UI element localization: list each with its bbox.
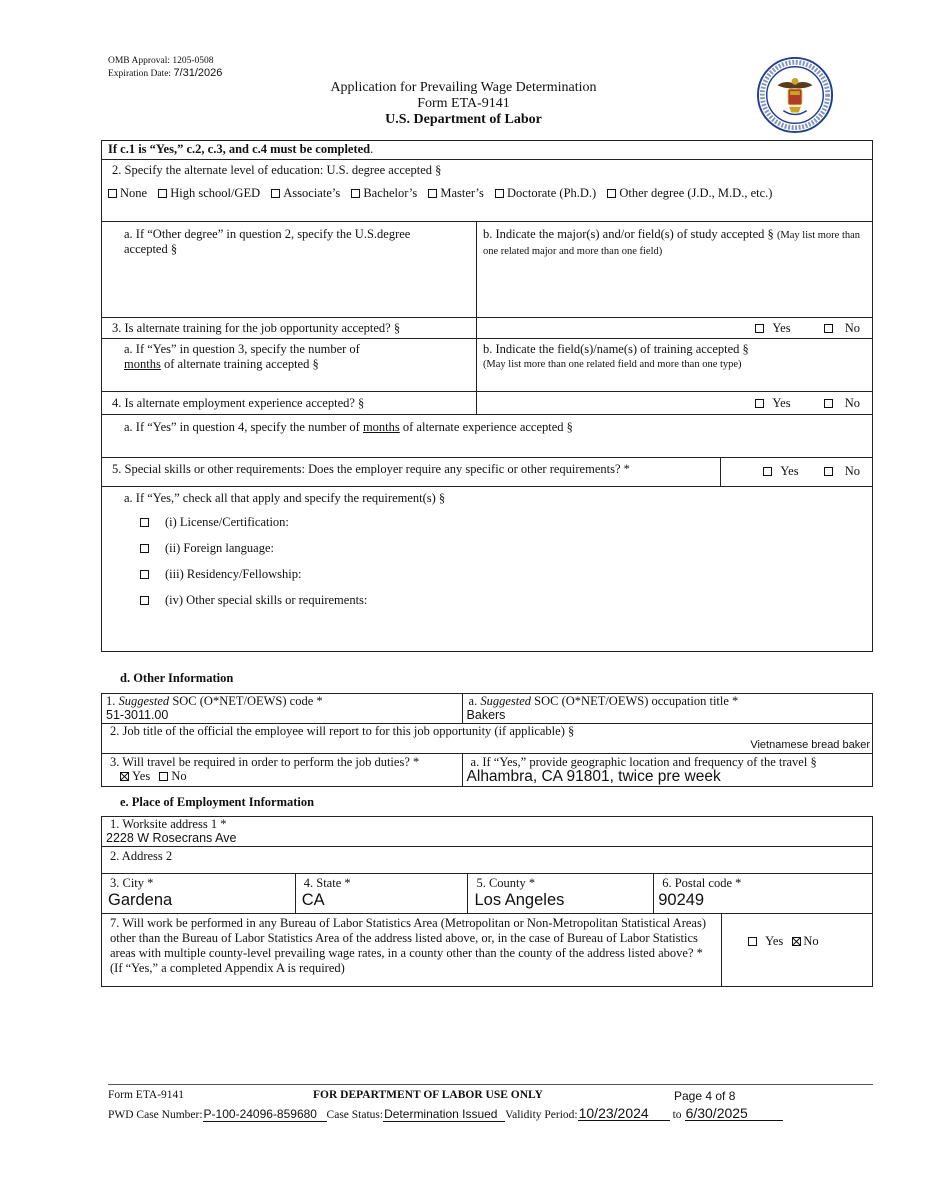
soc-code-rest: SOC (O*NET/OEWS) code * — [172, 694, 323, 708]
expiration-label: Expiration Date: — [108, 69, 172, 79]
footer — [108, 1084, 873, 1123]
section-c-intro — [102, 141, 873, 160]
soc-title-num: a. — [468, 694, 478, 708]
q5-yes[interactable] — [763, 464, 798, 478]
q5a-cell — [102, 487, 873, 652]
postal-value: 90249 — [658, 891, 705, 909]
q3a-label-2 — [124, 357, 470, 372]
soc-title-label — [467, 695, 868, 708]
checkbox-icon[interactable] — [120, 772, 129, 781]
skill-foreign-language[interactable] — [140, 541, 866, 567]
soc-title-rest: SOC (O*NET/OEWS) occupation title * — [534, 694, 739, 708]
checkbox-icon[interactable] — [140, 544, 149, 553]
travel-cell — [102, 754, 463, 787]
footer-dol-use: FOR DEPARTMENT OF LABOR USE ONLY — [313, 1089, 543, 1101]
section-d-table — [101, 693, 873, 787]
case-number-value: P-100-24096-859680 — [203, 1108, 327, 1122]
footer-row-2 — [108, 1103, 873, 1123]
skills-list — [124, 506, 866, 619]
skill-other[interactable] — [140, 593, 866, 619]
q4-no[interactable] — [824, 396, 860, 410]
section-d-heading: d. Other Information — [120, 671, 234, 685]
q2b-label: b. Indicate the major(s) and/or field(s) of study accepted § — [482, 227, 774, 241]
edu-option-doctorate[interactable] — [495, 186, 596, 200]
edu-option-label: Master’s — [440, 186, 484, 200]
official-title-value: Vietnamese bread baker — [750, 739, 870, 751]
city-label: 3. City * — [110, 876, 154, 890]
q2a-cell[interactable] — [102, 222, 477, 318]
q2b-note: (May list more than one related major and more than one field) — [482, 230, 861, 257]
omb-approval: OMB Approval: 1205-0508 — [108, 56, 214, 66]
q4-yes-no — [476, 392, 872, 415]
travel-detail-value: Alhambra, CA 91801, twice pre week — [466, 768, 721, 785]
skill-license[interactable] — [140, 515, 866, 541]
case-status-label: Case Status: — [326, 1109, 384, 1121]
no-label: No — [803, 934, 819, 948]
expiration — [108, 67, 222, 80]
skill-label: (i) License/Certification: — [165, 515, 289, 529]
edu-option-label: High school/GED — [170, 186, 261, 200]
title-line-2: Form ETA-9141 — [417, 96, 510, 111]
q4-label: 4. Is alternate employment experience accepted? § — [102, 392, 477, 415]
q3-label: 3. Is alternate training for the job opportunity accepted? § — [102, 318, 477, 339]
q5-no[interactable] — [824, 464, 860, 478]
edu-option-none[interactable] — [108, 186, 147, 200]
omb-info — [108, 55, 222, 80]
edu-option-label: None — [120, 186, 148, 200]
bls-yes[interactable] — [748, 934, 783, 948]
footer-page: Page 4 of 8 — [674, 1089, 736, 1103]
q2a-label: a. If “Other degree” in question 2, specify the U.S.degree accepted § — [124, 227, 411, 256]
edu-option-highschool[interactable] — [158, 186, 260, 200]
validity-label: Validity Period: — [505, 1109, 578, 1121]
soc-title-cell[interactable] — [462, 694, 872, 724]
bls-question — [102, 914, 722, 987]
checkbox-icon[interactable] — [108, 189, 117, 198]
yes-label: Yes — [772, 396, 791, 410]
footer-form-name: Form ETA-9141 — [108, 1089, 185, 1101]
q3a-label-rest: of alternate training accepted § — [163, 357, 319, 371]
q3-no[interactable] — [824, 321, 860, 335]
checkbox-icon[interactable] — [271, 189, 280, 198]
soc-title-value: Bakers — [466, 708, 506, 722]
q5-yes-no — [721, 458, 873, 487]
county-value: Los Angeles — [474, 891, 565, 909]
travel-label: 3. Will travel be required in order to perform the job duties? * — [110, 755, 420, 769]
case-status-value: Determination Issued — [383, 1108, 505, 1122]
checkbox-icon[interactable] — [140, 570, 149, 579]
title-line-1: Application for Prevailing Wage Determination — [330, 80, 597, 95]
travel-no[interactable] — [159, 769, 186, 783]
department-of-labor-seal-icon — [756, 56, 834, 134]
q3-yes-no — [476, 318, 872, 339]
yes-label: Yes — [765, 934, 784, 948]
edu-option-other[interactable] — [607, 186, 772, 200]
yes-label: Yes — [772, 321, 791, 335]
travel-detail-cell[interactable] — [462, 754, 872, 787]
validity-to-label: to — [672, 1109, 682, 1121]
edu-option-label: Doctorate (Ph.D.) — [507, 186, 597, 200]
address1-label: 1. Worksite address 1 * — [110, 817, 227, 831]
checkbox-icon[interactable] — [495, 189, 504, 198]
q3-yes[interactable] — [755, 321, 790, 335]
no-label: No — [844, 464, 860, 478]
education-options — [108, 186, 866, 201]
q3a-label-1: a. If “Yes” in question 3, specify the number of — [124, 342, 360, 356]
validity-from: 10/23/2024 — [578, 1107, 670, 1121]
checkbox-icon[interactable] — [824, 467, 833, 476]
checkbox-icon[interactable] — [351, 189, 360, 198]
edu-option-associates[interactable] — [271, 186, 340, 200]
checkbox-icon[interactable] — [792, 937, 801, 946]
bls-yes-no — [722, 914, 873, 987]
edu-option-bachelors[interactable] — [351, 186, 417, 200]
yes-label: Yes — [780, 464, 799, 478]
postal-cell[interactable] — [654, 874, 873, 914]
official-title-cell[interactable] — [102, 724, 873, 754]
county-cell[interactable] — [468, 874, 654, 914]
intro-period: . — [370, 142, 374, 156]
edu-option-masters[interactable] — [428, 186, 484, 200]
footer-row-1 — [108, 1085, 873, 1103]
edu-option-label: Associate’s — [283, 186, 341, 200]
skill-label: (iii) Residency/Fellowship: — [165, 567, 302, 581]
checkbox-icon[interactable] — [140, 518, 149, 527]
checkbox-icon[interactable] — [824, 324, 833, 333]
skill-label: (iv) Other special skills or requirements: — [165, 593, 368, 607]
validity-to: 6/30/2025 — [685, 1107, 783, 1121]
checkbox-icon[interactable] — [140, 596, 149, 605]
skill-residency[interactable] — [140, 567, 866, 593]
section-c-table — [101, 140, 873, 652]
soc-code-num: 1. — [106, 694, 116, 708]
section-e-table — [101, 816, 873, 987]
checkbox-icon[interactable] — [824, 399, 833, 408]
soc-title-italic: Suggested — [480, 694, 532, 708]
checkbox-icon[interactable] — [607, 189, 616, 198]
county-label: 5. County * — [476, 876, 536, 890]
state-cell[interactable] — [295, 874, 468, 914]
q3b-cell[interactable] — [476, 339, 872, 392]
state-label: 4. State * — [303, 876, 351, 890]
official-title-label: 2. Job title of the official the employee will report to for this job opportunity (if applicable) § — [110, 724, 575, 738]
checkbox-icon[interactable] — [158, 189, 167, 198]
expiration-value: 7/31/2026 — [173, 67, 223, 79]
state-value: CA — [301, 891, 325, 909]
soc-code-value: 51-3011.00 — [106, 708, 169, 722]
no-label: No — [171, 769, 187, 783]
no-label: No — [844, 321, 860, 335]
soc-code-cell[interactable] — [102, 694, 463, 724]
case-number-label: PWD Case Number: — [108, 1109, 203, 1121]
q3b-label: b. Indicate the field(s)/name(s) of training accepted § — [482, 342, 749, 356]
soc-code-label — [106, 695, 458, 708]
city-cell[interactable] — [102, 874, 296, 914]
checkbox-icon[interactable] — [755, 324, 764, 333]
city-value: Gardena — [108, 891, 173, 909]
yes-label: Yes — [132, 769, 151, 783]
bls-no[interactable] — [792, 934, 818, 948]
checkbox-icon[interactable] — [748, 937, 757, 946]
checkbox-icon[interactable] — [755, 399, 764, 408]
q2-education — [102, 160, 873, 222]
postal-label: 6. Postal code * — [662, 876, 742, 890]
title-line-3: U.S. Department of Labor — [385, 112, 542, 127]
checkbox-icon[interactable] — [159, 772, 168, 781]
q5a-label: a. If “Yes,” check all that apply and specify the requirement(s) § — [124, 491, 446, 505]
q4a-months: months — [362, 420, 400, 434]
address1-cell[interactable] — [102, 817, 873, 847]
travel-options — [110, 769, 454, 783]
checkbox-icon[interactable] — [428, 189, 437, 198]
no-label: No — [844, 396, 860, 410]
address2-cell[interactable] — [102, 847, 873, 874]
q2b-cell[interactable] — [476, 222, 872, 318]
q4-yes[interactable] — [755, 396, 790, 410]
travel-detail-label: a. If “Yes,” provide geographic location and frequency of the travel § — [470, 755, 817, 769]
travel-yes[interactable] — [120, 769, 150, 783]
edu-option-label: Other degree (J.D., M.D., etc.) — [619, 186, 773, 200]
bls-label: 7. Will work be performed in any Bureau of Labor Statistics Area (Metropolitan or Non-Metropolitan Statistical Areas) other than the Bureau of Labor Statistics Area of the address listed above, or, in the case of Bureau of Labor Statistics areas with multiple county-level prevailing wage rates, in a county other than the county of the address listed above? * (If “Yes,” a completed Appendix A is required) — [110, 916, 706, 975]
intro-text: If c.1 is “Yes,” c.2, c.3, and c.4 must be completed — [108, 142, 371, 156]
address1-value: 2228 W Rosecrans Ave — [106, 831, 237, 845]
q4a-label-1: a. If “Yes” in question 4, specify the number of — [124, 420, 360, 434]
checkbox-icon[interactable] — [763, 467, 772, 476]
soc-code-italic: Suggested — [118, 694, 170, 708]
q2-label: 2. Specify the alternate level of education: U.S. degree accepted § — [112, 163, 442, 177]
q4a-cell[interactable] — [102, 415, 873, 458]
section-e-heading: e. Place of Employment Information — [120, 795, 315, 809]
address2-label: 2. Address 2 — [110, 849, 173, 863]
q5-label: 5. Special skills or other requirements: Does the employer require any specific or other requirements? * — [102, 458, 721, 487]
q4a-label-rest: of alternate experience accepted § — [402, 420, 573, 434]
skill-label: (ii) Foreign language: — [165, 541, 274, 555]
q3b-note: (May list more than one related field and more than one type) — [482, 359, 742, 370]
edu-option-label: Bachelor’s — [363, 186, 418, 200]
q3a-cell[interactable] — [102, 339, 477, 392]
q3a-months: months — [124, 357, 161, 371]
